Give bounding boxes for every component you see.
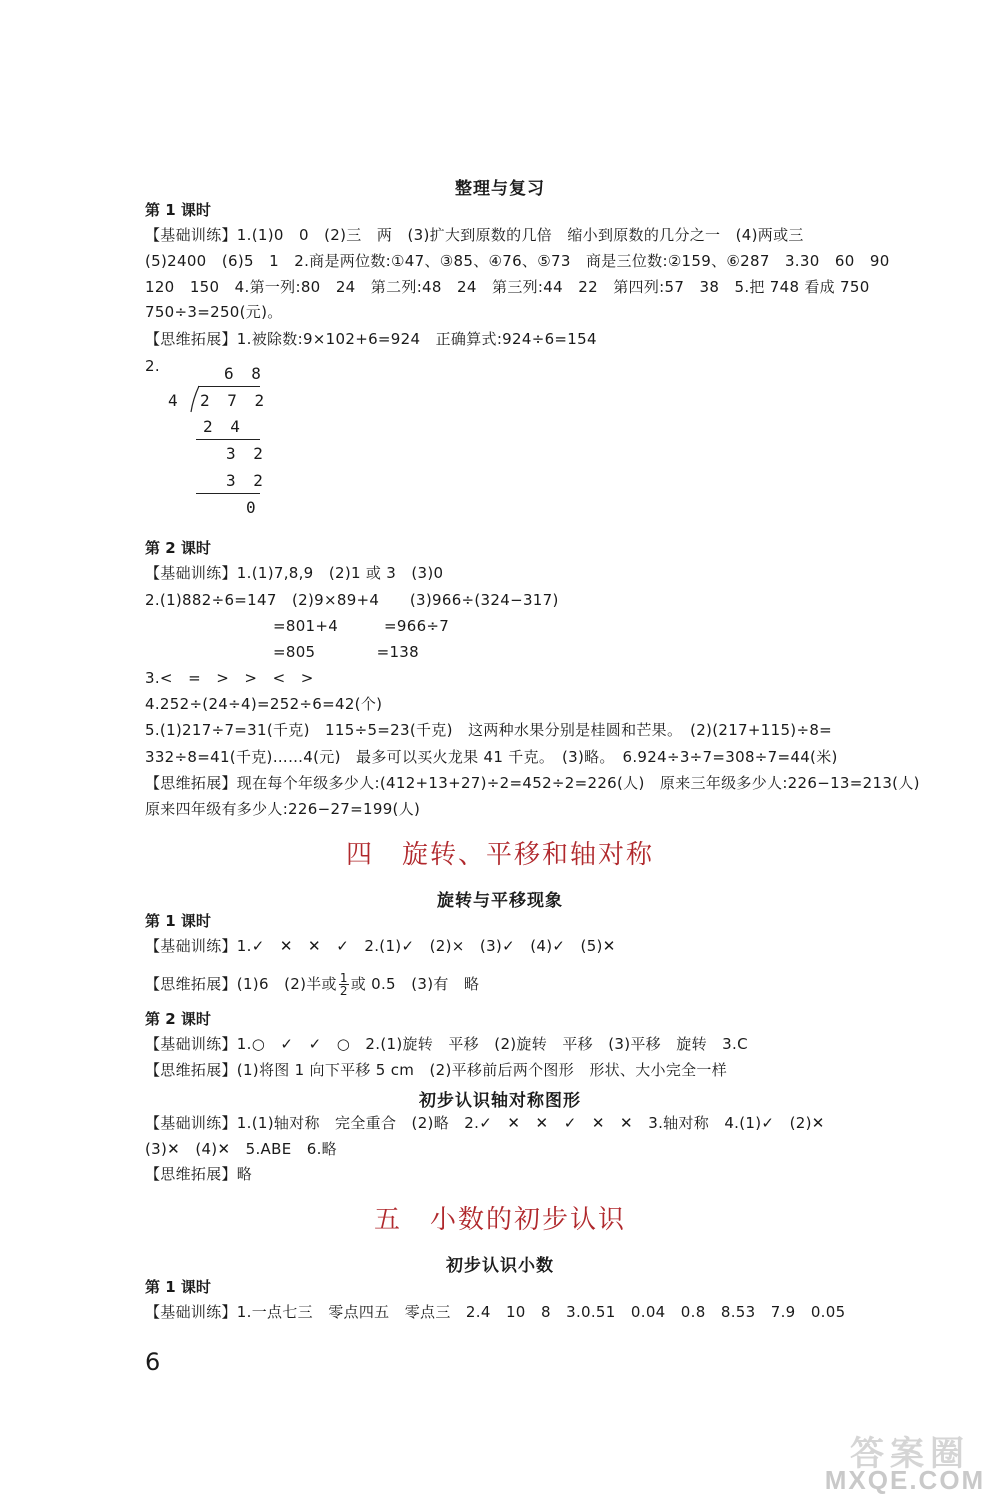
lesson-heading: 第 1 课时 [145,1278,211,1296]
section-title: 初步认识轴对称图形 [419,1091,581,1111]
lesson-heading: 第 1 课时 [145,201,211,219]
answer-line: 2.(1)882÷6=147 (2)9×89+4 (3)966÷(324−317) [145,591,559,609]
lesson-heading: 第 1 课时 [145,912,211,930]
division-step: 3 2 [226,444,267,463]
answer-line: 【思维拓展】略 [145,1165,253,1183]
answer-line: 【思维拓展】1.被除数:9×102+6=924 正确算式:924÷6=154 [145,330,597,348]
answer-line: (5)2400 (6)5 1 2.商是两位数:①47、③85、④76、⑤73 商是三位数:②159、⑥287 3.30 60 90 [145,252,890,270]
chapter-title: 五 小数的初步认识 [373,1205,626,1235]
division-dividend: 2 7 2 [200,391,269,410]
answer-line: 【基础训练】1.○ ✓ ✓ ○ 2.(1)旋转 平移 (2)旋转 平移 (3)平移 旋转 3.C [145,1035,748,1053]
answer-line: 750÷3=250(元)。 [145,303,283,321]
answer-line: 【基础训练】1.(1)轴对称 完全重合 (2)略 2.✓ ✕ ✕ ✓ ✕ ✕ 3.轴对称 4.(1)✓ (2)✕ [145,1114,825,1132]
answer-line: =805 =138 [273,643,419,661]
division-rule [196,439,260,440]
fraction-denominator: 2 [339,984,348,998]
answer-line: 【思维拓展】现在每个年级多少人:(412+13+27)÷2=452÷2=226(人) 原来三年级多少人:226−13=213(人) [145,774,920,792]
division-step: 2 4 [203,417,244,436]
answer-line: 【基础训练】1.✓ ✕ ✕ ✓ 2.(1)✓ (2)× (3)✓ (4)✓ (5)✕ [145,937,616,955]
watermark-url: MXQE.COM [824,1465,986,1495]
answer-line: 2. [145,357,160,375]
answer-line: 【基础训练】1.一点七三 零点四五 零点三 2.4 10 8 3.0.51 0.04 0.8 8.53 7.9 0.05 [145,1303,846,1321]
division-quotient: 6 8 [224,364,265,383]
answer-line: 原来四年级有多少人:226−27=199(人) [145,800,421,818]
fraction-numerator: 1 [339,971,348,985]
division-bar [198,386,260,387]
answer-line: 5.(1)217÷7=31(千克) 115÷5=23(千克) 这两种水果分别是桂圆和芒果。 (2)(217+115)÷8= [145,721,833,739]
lesson-heading: 第 2 课时 [145,1010,211,1028]
division-divisor: 4 [168,391,182,410]
division-remainder: 0 [246,498,260,517]
fraction-one-half [339,972,349,997]
division-rule [196,493,260,494]
answer-line [145,972,479,997]
answer-line: 332÷8=41(千克)……4(元) 最多可以买火龙果 41 千克。 (3)略。 6.924÷3÷7=308÷7=44(米) [145,748,838,766]
answer-line: 120 150 4.第一列:80 24 第二列:48 24 第三列:44 22 第四列:57 38 5.把 748 看成 750 [145,278,870,296]
answer-line: 3.< = > > < > [145,669,314,687]
section-title: 旋转与平移现象 [437,891,563,911]
answer-line: 【基础训练】1.(1)7,8,9 (2)1 或 3 (3)0 [145,564,444,582]
watermark-logo [820,1426,990,1496]
section-title: 初步认识小数 [446,1256,554,1276]
answer-text: 【思维拓展】(1)6 (2)半或 [145,975,337,993]
answer-line: 4.252÷(24÷4)=252÷6=42(个) [145,695,383,713]
answer-line: (3)✕ (4)✕ 5.ABE 6.略 [145,1140,337,1158]
answer-line: 【基础训练】1.(1)0 0 (2)三 两 (3)扩大到原数的几倍 缩小到原数的几分之一 (4)两或三 [145,226,804,244]
answer-line: =801+4 =966÷7 [273,617,450,635]
page-number: 6 [145,1348,161,1376]
section-title: 整理与复习 [455,179,545,199]
lesson-heading: 第 2 课时 [145,539,211,557]
answer-line: 【思维拓展】(1)将图 1 向下平移 5 cm (2)平移前后两个图形 形状、大小完全一样 [145,1061,728,1079]
watermark-chinese: 答案圈 [850,1434,970,1474]
chapter-title: 四 旋转、平移和轴对称 [345,840,654,870]
division-step: 3 2 [226,471,267,490]
answer-text: 或 0.5 (3)有 略 [350,975,480,993]
